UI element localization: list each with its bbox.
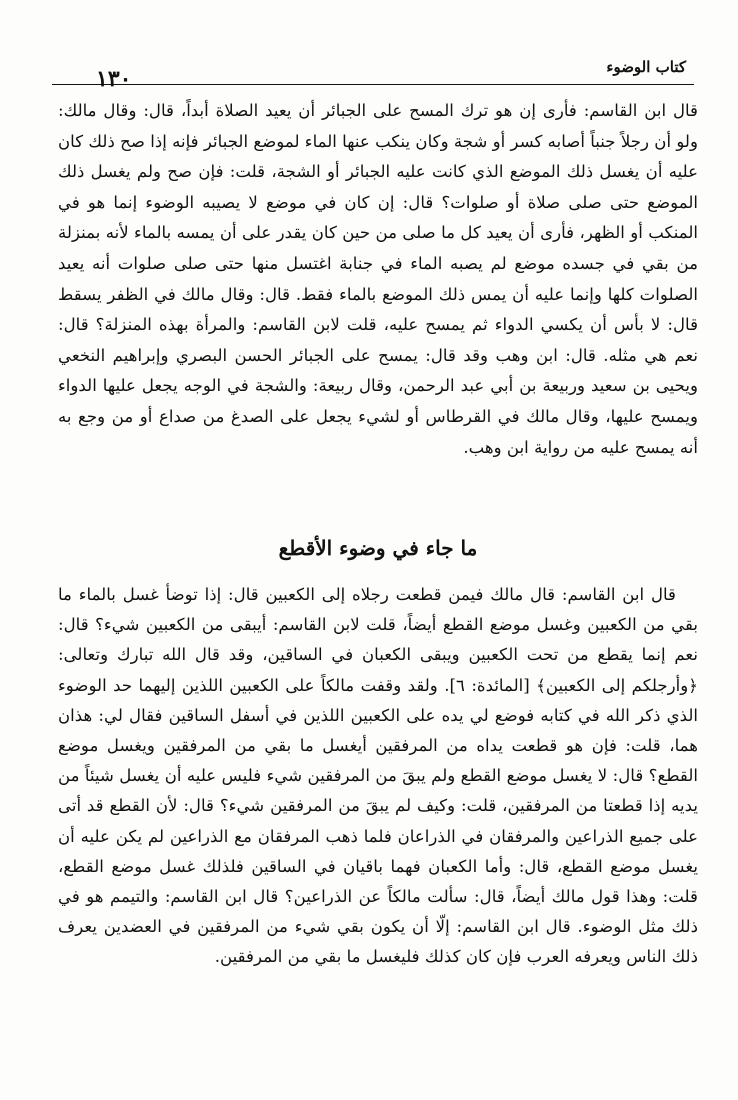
- section-2-heading: ما جاء في وضوء الأقطع: [278, 536, 478, 560]
- section-2-paragraph: قال ابن القاسم: قال مالك فيمن قطعت رجلاه إلى الكعبين قال: إذا توضأ غسل بالماء ما بقي من الكعبين وغسل موضع القطع أيضاً، قلت لابن القاسم: أيبقى من الكعبين شيء؟ قال: نعم إنما يقطع من تحت الكعبين ويبقى الكعبان في الساقين، وقد قال الله تبارك وتعالى: ﴿وأرجلكم إلى الكعبين﴾ [المائدة: ٦]. ولقد وقفت مالكاً على الكعبين اللذين إليهما حد الوضوء الذي ذكر الله في كتابه فوضع لي يده على الكعبين اللذين في أسفل الساقين فقال لي: هذان هما، قلت: فإن هو قطعت يداه من المرفقين أيغسل ما بقي من المرفقين ويغسل موضع القطع؟ قال: لا يغسل موضع القطع ولم يبقَ من المرفقين شيء فليس عليه أن يغسل شيئاً من يديه إذا قطعتا من المرفقين، قلت: وكيف لم يبقَ من المرفقين شيء؟ قال: لأن القطع قد أتى على جميع الذراعين والمرفقان في الذراعان فلما ذهب المرفقان مع الذراعين لم يكن عليه أن يغسل موضع القطع، قال: وأما الكعبان فهما باقيان في الساقين فلذلك غسل موضع القطع، قلت: وهذا قول مالك أيضاً، قال: سألت مالكاً عن الذراعين؟ قال ابن القاسم: والتيمم هو في ذلك مثل الوضوء. قال ابن القاسم: إلّا أن يكون بقي شيء من المرفقين في العضدين يعرف ذلك الناس ويعرفه العرب فإن كان كذلك فليغسل ما بقي من المرفقين.: [58, 585, 698, 967]
- running-header-title: كتاب الوضوء: [606, 58, 686, 76]
- page-number: ١٣٠: [96, 66, 132, 92]
- section-1-paragraph: قال ابن القاسم: فأرى إن هو ترك المسح على الجبائر أن يعيد الصلاة أبداً، قال: وقال مالك: ولو أن رجلاً جنباً أصابه كسر أو شجة وكان ينكب عنها الماء لموضع الجبائر فإنه إذا صح ذلك كان عليه أن يغسل ذلك الموضع الذي كانت عليه الجبائر أو الشجة، قلت: فإن صح ولم يغسل ذلك الموضع حتى صلى صلاة أو صلوات؟ قال: إن كان في موضع لا يصيبه الوضوء إنما هو في المنكب أو الظهر، فأرى أن يعيد كل ما صلى من حين كان يقدر على أن يمسه بالماء لأنه بمنزلة من بقي في جسده موضع لم يصبه الماء في جنابة اغتسل منها حتى صلى صلوات أنه يعيد الصلوات كلها وإنما عليه أن يمس ذلك الموضع بالماء فقط. قال: وقال مالك في الظفر يسقط قال: لا بأس أن يكسي الدواء ثم يمسح عليه، قلت لابن القاسم: والمرأة بهذه المنزلة؟ قال: نعم هي مثله. قال: ابن وهب وقد قال: يمسح على الجبائر الحسن البصري وإبراهيم النخعي ويحيى بن سعيد وربيعة بن أبي عبد الرحمن، وقال ربيعة: والشجة في الوجه يجعل عليها الدواء ويمسح عليها، وقال مالك في القرطاس أو لشيء يجعل على الصدغ من صداع أو من وجع به أنه يمسح عليه من رواية ابن وهب.: [58, 101, 698, 457]
- section-2-body: [58, 580, 698, 973]
- section-1-body: [58, 96, 698, 463]
- header-divider: [52, 84, 694, 85]
